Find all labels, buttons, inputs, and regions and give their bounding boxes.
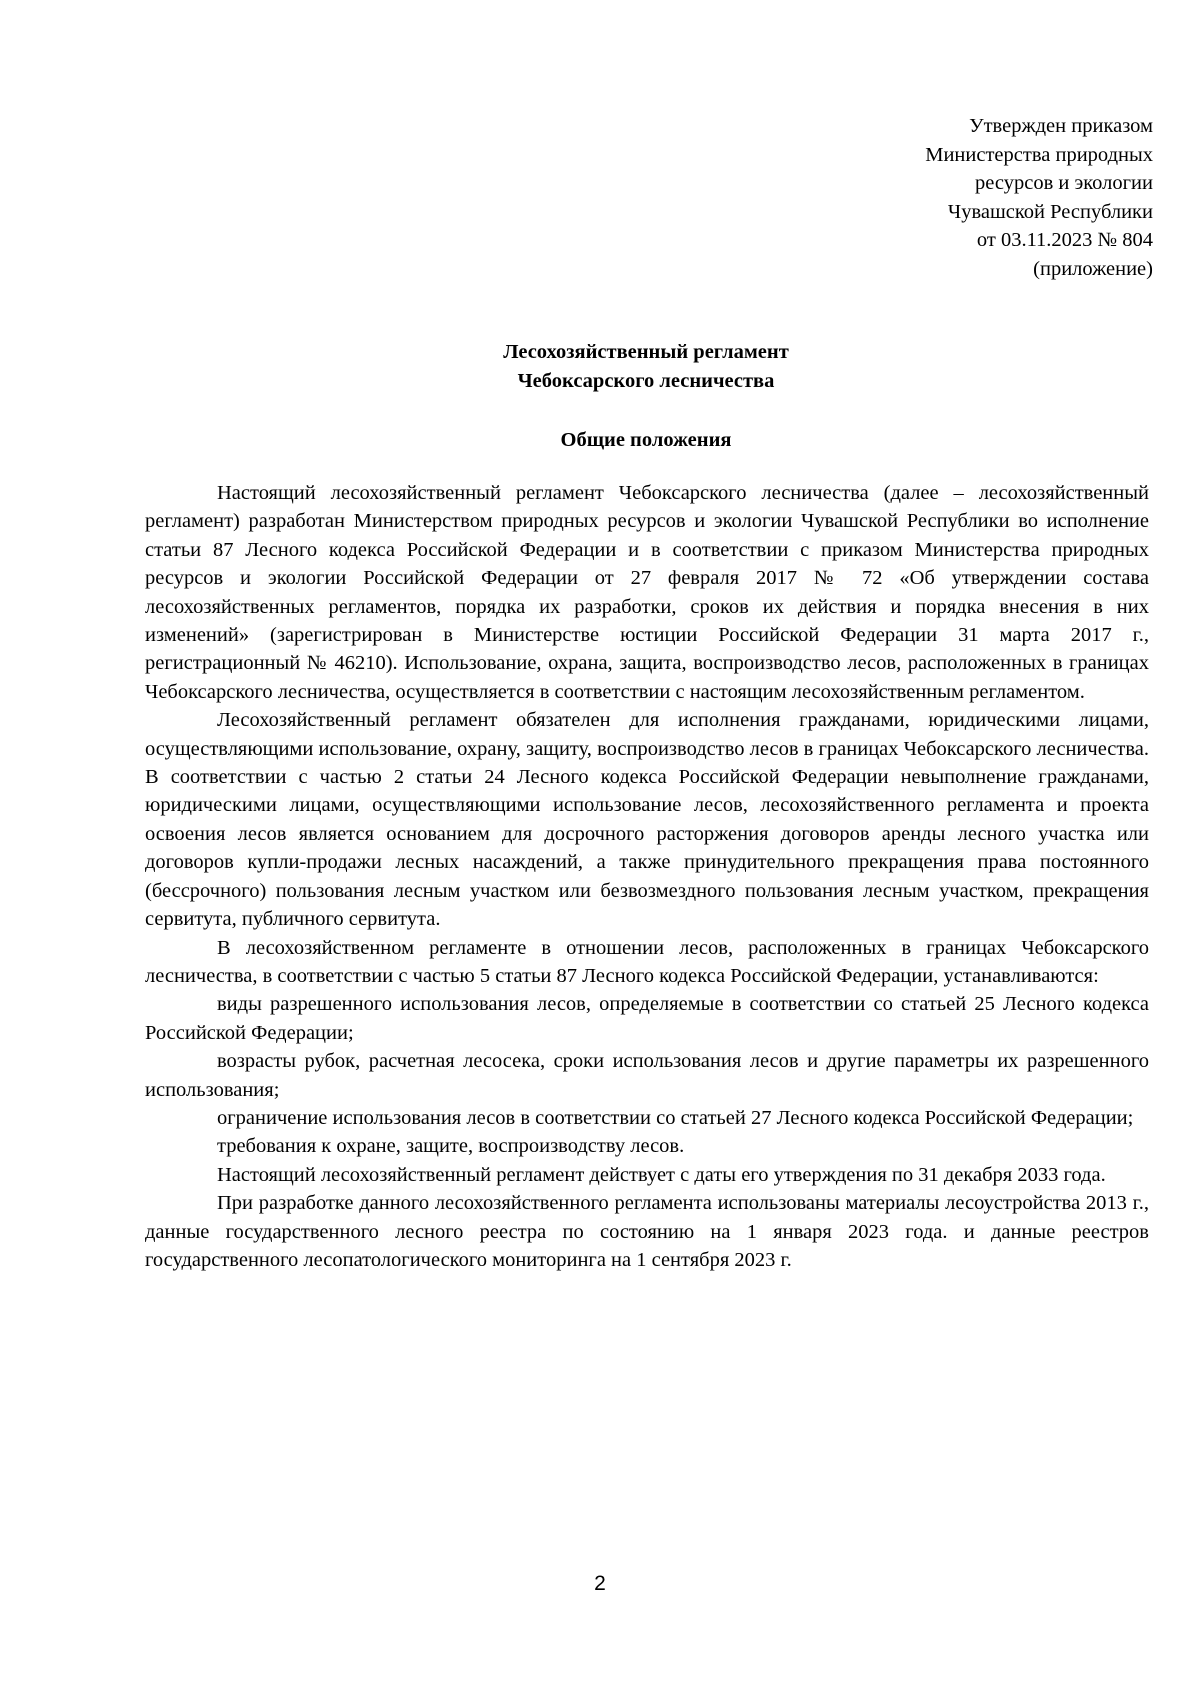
document-body [145,479,1149,1274]
approval-line: ресурсов и экологии [975,172,1153,194]
body-paragraph: требования к охране, защите, воспроизводству лесов. [217,1135,685,1158]
section-heading: Общие положения [560,429,732,451]
body-paragraph: виды разрешенного использования лесов, определяемые в соответствии со статьей 25 Лесного кодекса Российской Федерации; [145,993,1149,1044]
approval-line: (приложение) [1033,257,1153,280]
document-title [140,338,1152,395]
approval-line: от 03.11.2023 № 804 [976,229,1153,251]
body-paragraph: Настоящий лесохозяйственный регламент Чебоксарского лесничества (далее – лесохозяйственный регламент) разработан Министерством природных ресурсов и экологии Чувашской Республики во исполнение статьи 87 Лесного кодекса Российской Федерации и в соответствии с приказом Министерства природных ресурсов и экологии Российской Федерации от 27 февраля 2017 № 72 «Об утверждении состава лесохозяйственных регламентов, порядка их разработки, сроков их действия и порядка внесения в них изменений» (зарегистрирован в Министерстве юстиции Российской Федерации 31 марта 2017 г., регистрационный № 46210). Использование, охрана, защита, воспроизводство лесов, расположенных в границах Чебоксарского лесничества, осуществляется в соответствии с настоящим лесохозяйственным регламентом. [145,482,1149,703]
document-title-line-1: Лесохозяйственный регламент [503,341,789,363]
body-paragraph: возрасты рубок, расчетная лесосека, сроки использования лесов и другие параметры их разрешенного использования; [145,1050,1149,1101]
body-paragraph: В лесохозяйственном регламенте в отношении лесов, расположенных в границах Чебоксарского лесничества, в соответствии с частью 5 статьи 87 Лесного кодекса Российской Федерации, устанавливаются: [145,936,1149,987]
body-paragraph: ограничение использования лесов в соответствии со статьей 27 Лесного кодекса Российской Федерации; [217,1106,1134,1129]
body-paragraph: Лесохозяйственный регламент обязателен для исполнения гражданами, юридическими лицами, осуществляющими использование, охрану, защиту, воспроизводство лесов в границах Чебоксарского лесничества. В соответствии с частью 2 статьи 24 Лесного кодекса Российской Федерации невыполнение гражданами, юридическими лицами, осуществляющими использование лесов, лесохозяйственного регламента и проекта освоения лесов является основанием для досрочного расторжения договоров аренды лесного участка или договоров купли-продажи лесных насаждений, а также принудительного прекращения права постоянного (бессрочного) пользования лесным участком или безвозмездного пользования лесным участком, прекращения сервитута, публичного сервитута. [145,709,1149,931]
approval-line: Утвержден приказом [969,115,1153,137]
document-title-line-2: Чебоксарского лесничества [517,369,775,392]
approval-line: Чувашской Республики [947,200,1153,223]
body-paragraph: Настоящий лесохозяйственный регламент действует с даты его утверждения по 31 декабря 2033 года. [217,1163,1106,1186]
approval-line: Министерства природных [925,143,1153,166]
approval-stamp-block [633,112,1153,283]
page-number: 2 [594,1572,606,1595]
body-paragraph: При разработке данного лесохозяйственного регламента использованы материалы лесоустройства 2013 г., данные государственного лесного реестра по состоянию на 1 января 2023 года. и данные реестров государственного лесопатологического мониторинга на 1 сентября 2023 г. [145,1192,1149,1271]
